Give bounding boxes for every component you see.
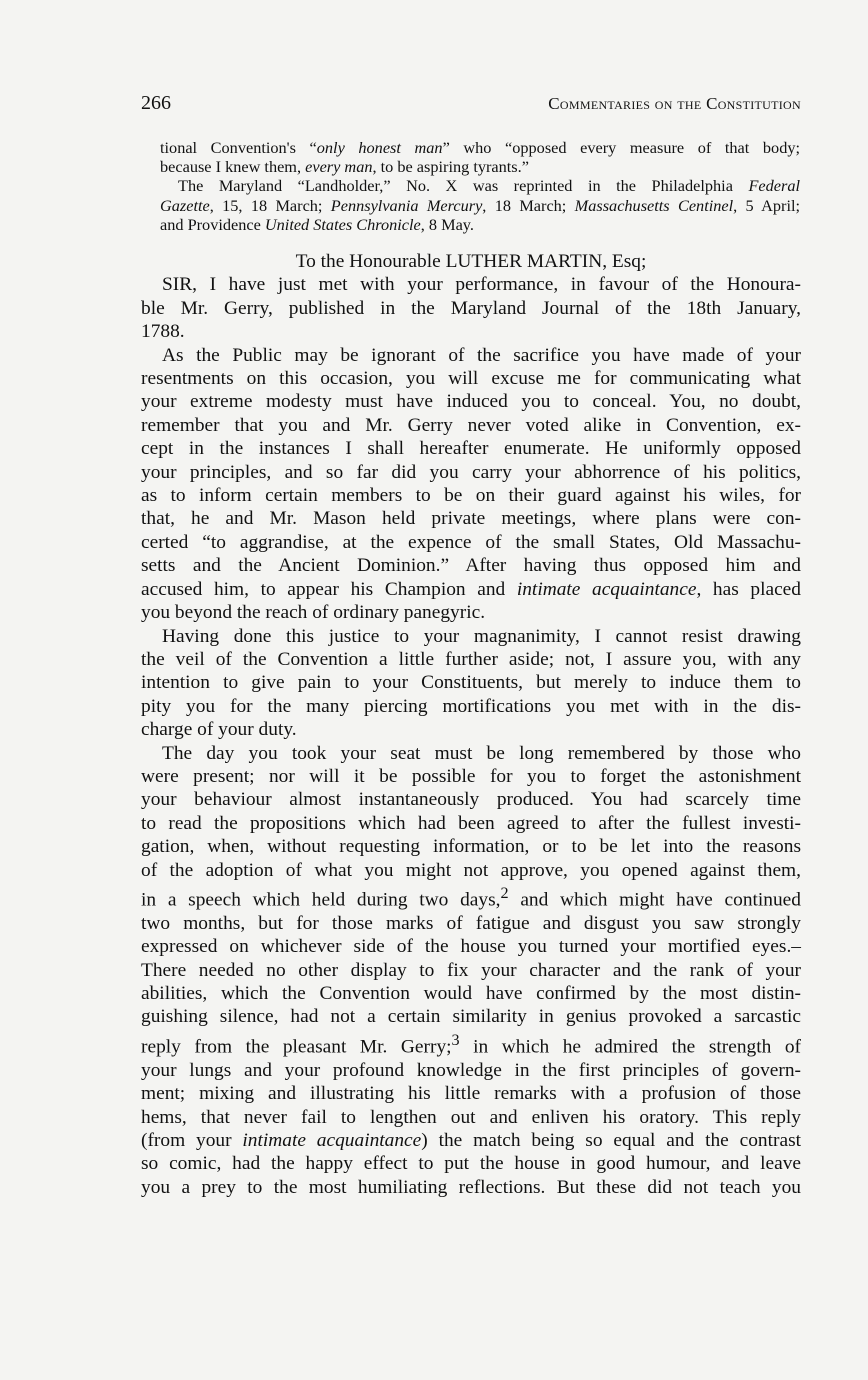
text-run: , to be aspiring tyrants.” [372,157,529,177]
text-line [141,1005,801,1028]
text-line [141,982,801,1005]
letter-paragraphs [141,273,801,1199]
text-line [141,1082,801,1105]
text-run: the veil of the Convention a little further aside; not, I assure you, with any [141,648,801,670]
text-line [141,1176,801,1199]
text-run: 1788. [141,321,185,343]
footnote-marker: 3 [451,1031,460,1049]
italic-text: Gazette [160,195,210,215]
text-run: pity you for the many piercing mortifications you met with in the dis- [141,695,801,717]
text-line [141,390,801,413]
text-run: expressed on whichever side of the house you turned your mortified eyes.– [141,936,801,958]
text-line [141,507,801,530]
text-run: that, he and Mr. Mason held private meetings, where plans were con- [141,508,801,530]
text-line [141,625,801,648]
text-line [141,273,801,296]
text-line [141,484,801,507]
text-run: of the adoption of what you might not approve, you opened against them, [141,859,801,881]
text-line [141,1029,801,1059]
text-line [141,912,801,935]
text-line [141,601,801,624]
note-lines [160,138,800,234]
text-run: , 5 April; [733,195,801,215]
text-run: cept in the instances I shall hereafter enumerate. He uniformly opposed [141,438,801,460]
text-run: and Providence [160,214,265,234]
italic-text: every man [305,157,373,177]
italic-text: Massachusetts Centinel [574,195,734,215]
salutation: To the Honourable LUTHER MARTIN, Esq; [295,251,647,272]
text-line [141,882,801,912]
text-run: as to inform certain members to be on their guard against his wiles, for [141,485,801,507]
text-run: your behaviour almost instantaneously produced. You had scarcely time [141,789,801,811]
text-run: in a speech which held during two days, [141,889,501,911]
paragraph [141,273,801,343]
text-line [141,320,801,343]
text-run: ble Mr. Gerry, published in the Maryland Journal of the 18th January, [141,297,801,319]
text-line [141,648,801,671]
text-run: (from your [141,1129,243,1151]
text-run: your extreme modesty must have induced you to conceal. You, no doubt, [141,391,801,413]
text-run: ment; mixing and illustrating his little remarks with a profusion of those [141,1083,801,1105]
text-run: your principles, and so far did you carry your abhorrence of his politics, [141,461,801,483]
italic-text: only honest man [316,138,443,157]
italic-text: Federal [748,176,800,196]
text-line [141,1059,801,1082]
running-title: Commentaries on the Constitution [548,94,801,113]
text-run: to read the propositions which had been agreed to after the fullest investi- [141,812,801,834]
text-line [141,812,801,835]
text-line [141,1129,801,1152]
text-run: resentments on this occasion, you will excuse me for communicating what [141,368,801,390]
text-run: There needed no other display to fix your character and the rank of your [141,959,801,981]
text-run: The Maryland “Landholder,” No. X was reprinted in the Philadelphia [178,176,749,196]
text-run: ” who “opposed every measure of that body; [442,138,801,157]
text-run: remember that you and Mr. Gerry never voted alike in Convention, ex- [141,414,801,436]
paragraph [141,625,801,742]
text-line [141,1106,801,1129]
text-run: so comic, had the happy effect to put the house in good humour, and leave [141,1153,801,1175]
text-line [141,695,801,718]
page-number: 266 [141,92,171,114]
text-run: ) the match being so equal and the contrast [421,1129,802,1151]
note-line [160,157,800,176]
text-line [141,742,801,765]
text-run: your lungs and your profound knowledge in the first principles of govern- [141,1059,801,1081]
text-run: two months, but for those marks of fatigue and disgust you saw strongly [141,912,801,934]
text-line [141,835,801,858]
text-line [141,718,801,741]
italic-text: intimate acquaintance [242,1129,422,1151]
text-run: , 18 March; [482,195,575,215]
text-run: reply from the pleasant Mr. Gerry; [141,1036,452,1058]
text-line [141,671,801,694]
text-run: certed “to aggrandise, at the expence of the small States, Old Massachu- [141,531,801,553]
text-line [141,297,801,320]
text-line [141,461,801,484]
note-line [160,215,800,234]
text-line [141,344,801,367]
text-line [141,554,801,577]
note-line [160,196,800,215]
text-run: , has placed [696,578,801,600]
text-line [141,959,801,982]
text-run: hems, that never fail to lengthen out and enliven his oratory. This reply [141,1106,801,1128]
text-line [141,788,801,811]
text-run: SIR, I have just met with your performance, in favour of the Honoura- [162,274,801,296]
text-run: accused him, to appear his Champion and [141,578,517,600]
paragraph [141,742,801,1200]
text-line [141,531,801,554]
text-run: Having done this justice to your magnanimity, I cannot resist drawing [162,625,801,647]
italic-text: United States Chronicle [264,214,421,234]
text-run: you a prey to the most humiliating reflections. But these did not teach you [141,1176,801,1198]
text-run: As the Public may be ignorant of the sacrifice you have made of your [162,344,801,366]
text-run: because I knew them, [160,157,306,177]
letter-body [141,250,801,1199]
text-line [141,935,801,958]
text-run: intention to give pain to your Constituents, but merely to induce them to [141,672,801,694]
note-line [160,176,800,195]
text-run: charge of your duty. [141,719,297,741]
text-run: tional Convention's “ [160,138,317,157]
text-run: The day you took your seat must be long remembered by those who [162,742,801,764]
text-line [141,367,801,390]
text-line [141,437,801,460]
text-run: , 8 May. [420,214,474,234]
text-run: were present; nor will it be possible for you to forget the astonishment [141,765,801,787]
italic-text: Pennsylvania Mercury [330,195,483,215]
paragraph [141,344,801,625]
text-run: you beyond the reach of ordinary panegyric. [141,602,486,624]
text-run: and which might have continued [508,889,801,911]
editorial-note [160,138,800,234]
italic-text: intimate acquaintance [516,578,697,600]
text-run: guishing silence, had not a certain similarity in genius provoked a sarcastic [141,1006,801,1028]
note-line [160,138,800,157]
text-run: , 15, 18 March; [209,195,331,215]
text-line [141,414,801,437]
text-run: abilities, which the Convention would have confirmed by the most distin- [141,983,801,1005]
text-line [141,859,801,882]
running-head [141,92,801,118]
footnote-marker: 2 [500,884,509,902]
text-line [141,765,801,788]
text-run: in which he admired the strength of [459,1036,801,1058]
text-line [141,578,801,601]
text-run: setts and the Ancient Dominion.” After having thus opposed him and [141,555,801,577]
text-line [141,1152,801,1175]
text-run: gation, when, without requesting information, or to be let into the reasons [141,836,801,858]
